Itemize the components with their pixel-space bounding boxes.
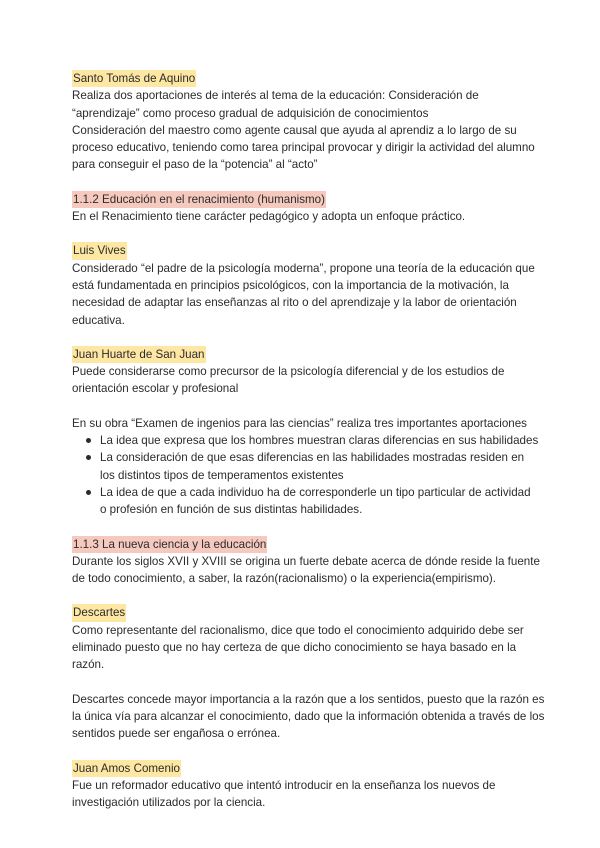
paragraph-line: Descartes concede mayor importancia a la razón que a los sentidos, puesto que la razón es <box>72 692 545 706</box>
paragraph-line: razón. <box>72 658 105 672</box>
spacer <box>72 674 528 691</box>
heading-renacimiento: 1.1.2 Educación en el renacimiento (humanismo) <box>72 191 326 208</box>
section-descartes <box>72 604 545 742</box>
paragraph-line: necesidad de adaptar las enseñanzas al rito o del aprendizaje y la labor de orientación <box>72 296 517 310</box>
list-item-line: los distintos tipos de temperamentos existentes <box>100 468 344 482</box>
bullet-list <box>72 432 539 518</box>
list-item <box>86 432 539 449</box>
section-renacimiento <box>72 191 528 226</box>
paragraph-line: educativa. <box>72 313 125 327</box>
spacer <box>72 398 528 415</box>
list-item <box>86 449 528 484</box>
paragraph-line: investigación utilizados por la ciencia. <box>72 796 266 810</box>
paragraph-line: Puede considerarse como precursor de la psicología diferencial y de los estudios de <box>72 365 505 379</box>
heading-comenio: Juan Amos Comenio <box>72 760 181 777</box>
paragraph-line: Considerado “el padre de la psicología moderna”, propone una teoría de la educación que <box>72 261 535 275</box>
paragraph-line: Realiza dos aportaciones de interés al tema de la educación: Consideración de <box>72 89 479 103</box>
paragraph-line: la única vía para alcanzar el conocimiento, dado que la información obtenida a través de los <box>72 709 545 723</box>
paragraph-line: para conseguir el paso de la “potencia” al “acto” <box>72 158 318 172</box>
list-item-line: La idea de que a cada individuo ha de corresponderle un tipo particular de actividad <box>100 485 531 499</box>
paragraph-line: sentidos puede ser engañosa o errónea. <box>72 727 281 741</box>
paragraph-line: Como representante del racionalismo, dice que todo el conocimiento adquirido debe ser <box>72 623 524 637</box>
paragraph-line: está fundamentada en principios psicológicos, con la importancia de la motivación, la <box>72 278 509 292</box>
paragraph-line: Fue un reformador educativo que intentó introducir en la enseñanza los nuevos de <box>72 778 496 792</box>
heading-vives: Luis Vives <box>72 242 127 259</box>
section-comenio <box>72 760 528 812</box>
paragraph-line: Consideración del maestro como agente causal que ayuda al aprendiz a lo largo de su <box>72 123 517 137</box>
paragraph-line: “aprendizaje” como proceso gradual de adquisición de conocimientos <box>72 106 429 120</box>
heading-huarte: Juan Huarte de San Juan <box>72 346 206 363</box>
paragraph-line: proceso educativo, teniendo como tarea principal provocar y dirigir la actividad del alumno <box>72 141 535 155</box>
paragraph-line: Durante los siglos XVII y XVIII se origina un fuerte debate acerca de dónde reside la fuente <box>72 554 540 568</box>
paragraph-line: En su obra “Examen de ingenios para las ciencias” realiza tres importantes aportaciones <box>72 416 527 430</box>
document-page <box>72 70 545 828</box>
section-vives <box>72 242 535 328</box>
paragraph-line: orientación escolar y profesional <box>72 382 239 396</box>
section-nueva-ciencia <box>72 536 540 588</box>
heading-nueva-ciencia: 1.1.3 La nueva ciencia y la educación <box>72 536 267 553</box>
paragraph-line: de todo conocimiento, a saber, la razón(racionalismo) o la experiencia(empirismo). <box>72 572 497 586</box>
section-huarte <box>72 346 539 519</box>
list-item <box>86 484 531 519</box>
list-item-line: La consideración de que esas diferencias en las habilidades mostradas residen en <box>100 451 525 465</box>
list-item-line: o profesión en función de sus distintas habilidades. <box>100 503 363 517</box>
paragraph-line: eliminado puesto que no hay certeza de que dicho conocimiento se haya basado en la <box>72 641 517 655</box>
list-item-line: La idea que expresa que los hombres muestran claras diferencias en sus habilidades <box>100 434 539 448</box>
heading-descartes: Descartes <box>72 604 126 621</box>
paragraph-line: En el Renacimiento tiene carácter pedagógico y adopta un enfoque práctico. <box>72 210 466 224</box>
section-tomas <box>72 70 535 174</box>
heading-tomas: Santo Tomás de Aquino <box>72 70 196 87</box>
